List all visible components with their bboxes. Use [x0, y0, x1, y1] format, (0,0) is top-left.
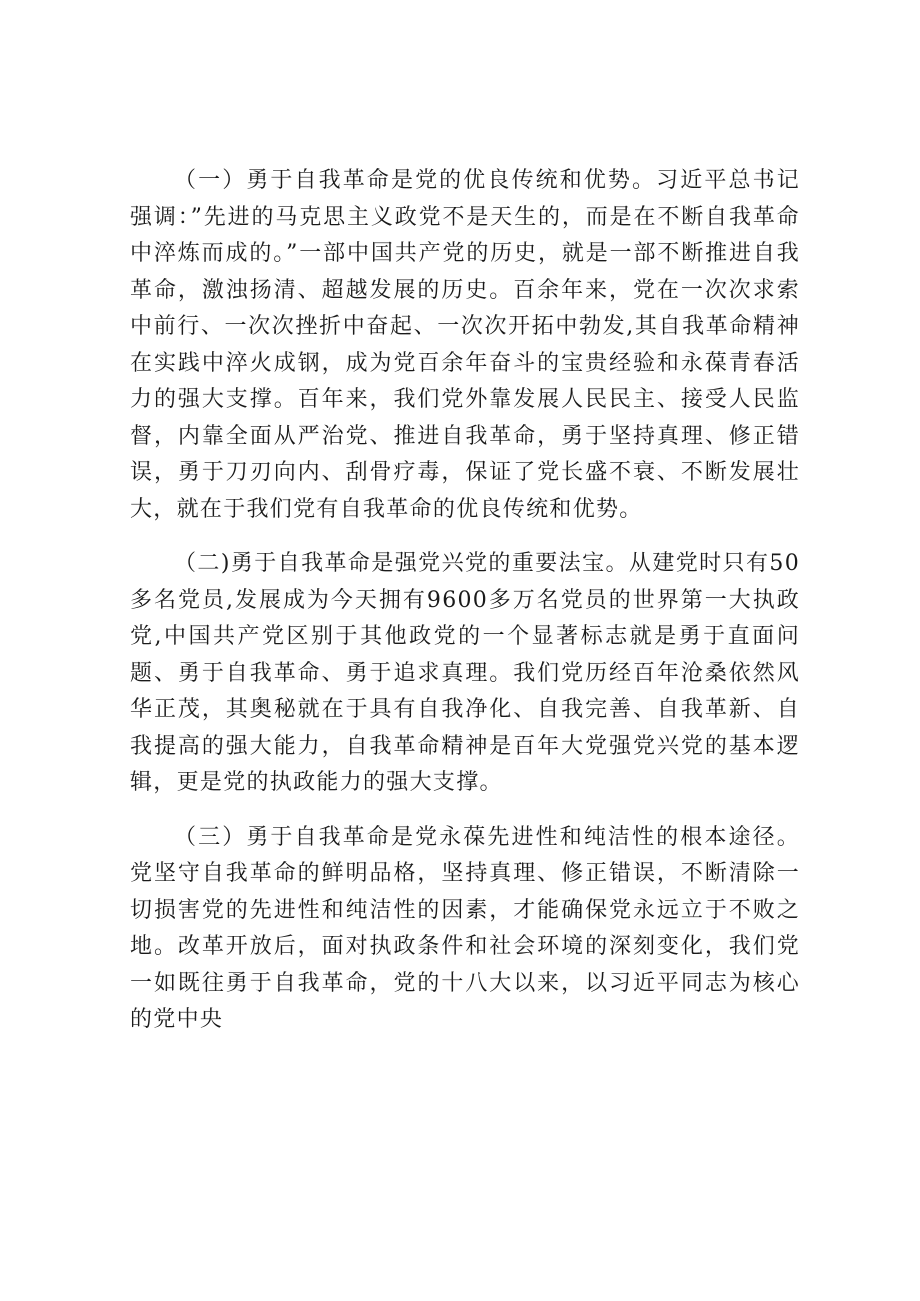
- paragraph-3: （三）勇于自我革命是党永葆先进性和纯洁性的根本途径。党坚守自我革命的鲜明品格，坚持真理、修正错误，不断清除一切损害党的先进性和纯洁性的因素，才能确保党永远立于不败之地。改革开放后，面对执政条件和社会环境的深刻变化，我们党一如既往勇于自我革命，党的十八大以来，以习近平同志为核心的党中央: [130, 824, 800, 1032]
- paragraph-2: （二)勇于自我革命是强党兴党的重要法宝。从建党时只有50多名党员,发展成为今天拥有9600多万名党员的世界第一大执政党,中国共产党区别于其他政党的一个显著标志就是勇于直面问题、勇于自我革命、勇于追求真理。我们党历经百年沧桑依然风华正茂，其奥秘就在于具有自我净化、自我完善、自我革新、自我提高的强大能力，自我革命精神是百年大党强党兴党的基本逻辑，更是党的执政能力的强大支撑。: [130, 551, 800, 795]
- document-body: [130, 163, 800, 1057]
- paragraph-1: （一）勇于自我革命是党的优良传统和优势。习近平总书记强调：”先进的马克思主义政党不是天生的，而是在不断自我革命中淬炼而成的。”一部中国共产党的历史，就是一部不断推进自我革命，激浊扬清、超越发展的历史。百余年来，党在一次次求索中前行、一次次挫折中奋起、一次次开拓中勃发,其自我革命精神在实践中淬火成钢，成为党百余年奋斗的宝贵经验和永葆青春活力的强大支撑。百年来，我们党外靠发展人民民主、接受人民监督，内靠全面从严治党、推进自我革命，勇于坚持真理、修正错误，勇于刀刃向内、刮骨疗毒，保证了党长盛不衰、不断发展壮大，就在于我们党有自我革命的优良传统和优势。: [130, 168, 800, 522]
